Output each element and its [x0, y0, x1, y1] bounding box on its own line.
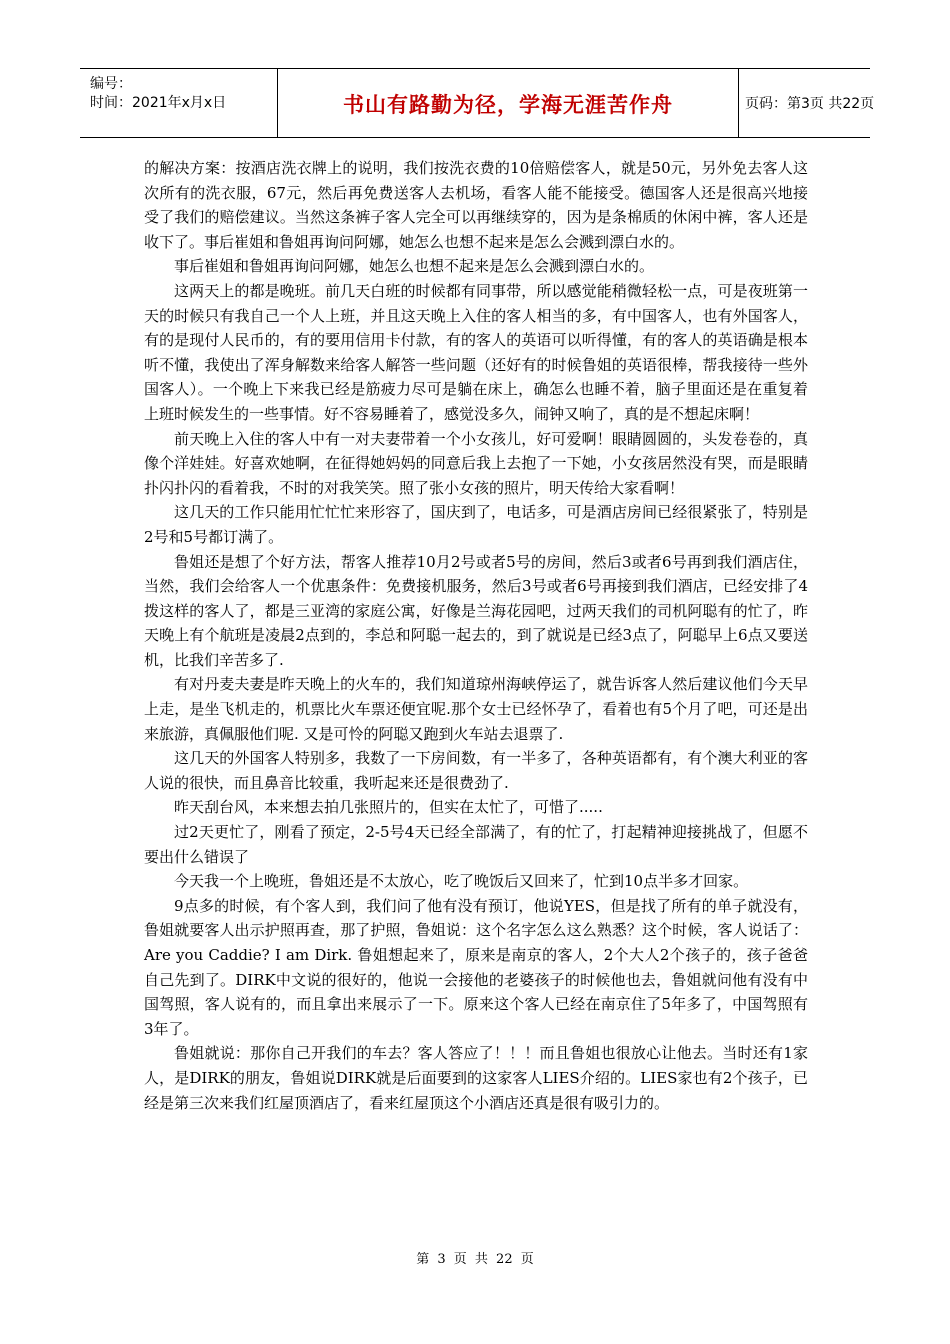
- page-footer: 第 3 页 共 22 页: [416, 1252, 534, 1267]
- header-motto-cell: [278, 69, 739, 137]
- paragraph: 事后崔姐和鲁姐再询问阿娜，她怎么也想不起来是怎么会溅到漂白水的。: [174, 257, 655, 276]
- header-page-cell: [739, 69, 875, 137]
- paragraph: 的解决方案：按酒店洗衣牌上的说明，我们按洗衣费的10倍赔偿客人，就是50元，另外免去客人这次所有的洗衣服，67元，然后再免费送客人去机场，看客人能不能接受。德国客人还是很高兴地接受了我们的赔偿建议。当然这条裤子客人完全可以再继续穿的，因为是条棉质的休闲中裤，客人还是收下了。事后崔姐和鲁姐再询问阿娜，她怎么也想不起来是怎么会溅到漂白水的。: [144, 159, 808, 251]
- document-number-label: 编号：: [90, 76, 132, 92]
- document-date-label: 时间：2021年x月x日: [90, 95, 227, 111]
- motto-text: 书山有路勤为径，学海无涯苦作舟: [343, 93, 673, 117]
- document-body: [144, 156, 808, 1115]
- header-meta-cell: [80, 69, 278, 137]
- paragraph: 昨天刮台风，本来想去拍几张照片的，但实在太忙了，可惜了.....: [174, 798, 603, 817]
- paragraph: 鲁姐还是想了个好方法，帮客人推荐10月2号或者5号的房间，然后3或者6号再到我们酒店住，当然，我们会给客人一个优惠条件：免费接机服务，然后3号或者6号再接到我们酒店，已经安排了4拨这样的客人了，都是三亚湾的家庭公寓，好像是兰海花园吧，过两天我们的司机阿聪有的忙了，昨天晚上有个航班是凌晨2点到的，李总和阿聪一起去的，到了就说是已经3点了，阿聪早上6点又要送机，比我们辛苦多了.: [144, 552, 808, 669]
- paragraph: 前天晚上入住的客人中有一对夫妻带着一个小女孩儿，好可爱啊！眼睛圆圆的，头发卷卷的，真像个洋娃娃。好喜欢她啊，在征得她妈妈的同意后我上去抱了一下她，小女孩居然没有哭，而是眼睛扑闪扑闪的看着我，不时的对我笑笑。照了张小女孩的照片，明天传给大家看啊！: [144, 429, 808, 497]
- paragraph: 鲁姐就说：那你自己开我们的车去？客人答应了！！！而且鲁姐也很放心让他去。当时还有1家人，是DIRK的朋友，鲁姐说DIRK就是后面要到的这家客人LIES介绍的。LIES家也有2个孩子，已经是第三次来我们红屋顶酒店了，看来红屋顶这个小酒店还真是很有吸引力的。: [144, 1044, 808, 1112]
- paragraph: 这几天的工作只能用忙忙忙来形容了，国庆到了，电话多，可是酒店房间已经很紧张了，特别是2号和5号都订满了。: [144, 503, 808, 546]
- paragraph: 这两天上的都是晚班。前几天白班的时候都有同事带，所以感觉能稍微轻松一点，可是夜班第一天的时候只有我自己一个人上班，并且这天晚上入住的客人相当的多，有中国客人，也有外国客人，有的是现付人民币的，有的要用信用卡付款，有的客人的英语可以听得懂，有的客人的英语确是根本听不懂，我使出了浑身解数来给客人解答一些问题（还好有的时候鲁姐的英语很棒，帮我接待一些外国客人）。一个晚上下来我已经是筋疲力尽可是躺在床上，确怎么也睡不着，脑子里面还是在重复着上班时候发生的一些事情。好不容易睡着了，感觉没多久，闹钟又响了，真的是不想起床啊！: [144, 281, 808, 423]
- paragraph: 这几天的外国客人特别多，我数了一下房间数，有一半多了，各种英语都有，有个澳大利亚的客人说的很快，而且鼻音比较重，我听起来还是很费劲了.: [144, 749, 808, 792]
- paragraph: 有对丹麦夫妻是昨天晚上的火车的，我们知道琼州海峡停运了，就告诉客人然后建议他们今天早上走，是坐飞机走的，机票比火车票还便宜呢.那个女士已经怀孕了，看着也有5个月了吧，可还是出来旅游，真佩服他们呢. 又是可怜的阿聪又跑到火车站去退票了.: [144, 675, 808, 743]
- paragraph: 今天我一个上晚班，鲁姐还是不太放心，吃了晚饭后又回来了，忙到10点半多才回家。: [174, 872, 749, 891]
- paragraph: 9点多的时候，有个客人到，我们问了他有没有预订，他说YES，但是找了所有的单子就没有，鲁姐就要客人出示护照再查，那了护照，鲁姐说：这个名字怎么这么熟悉？这个时候，客人说话了：Are you Caddie? I am Dirk. 鲁姐想起来了，原来是南京的客人，2个大人2个孩子的，孩子爸爸自己先到了。DIRK中文说的很好的，他说一会接他的老婆孩子的时候他也去，鲁姐就问他有没有中国驾照，客人说有的，而且拿出来展示了一下。原来这个客人已经在南京住了5年多了，中国驾照有3年了。: [144, 896, 808, 1038]
- header-page-number: 页码：第3页 共22页: [745, 96, 875, 112]
- page-header: [80, 68, 875, 138]
- paragraph: 过2天更忙了，刚看了预定，2-5号4天已经全部满了，有的忙了，打起精神迎接挑战了，但愿不要出什么错误了: [144, 823, 808, 866]
